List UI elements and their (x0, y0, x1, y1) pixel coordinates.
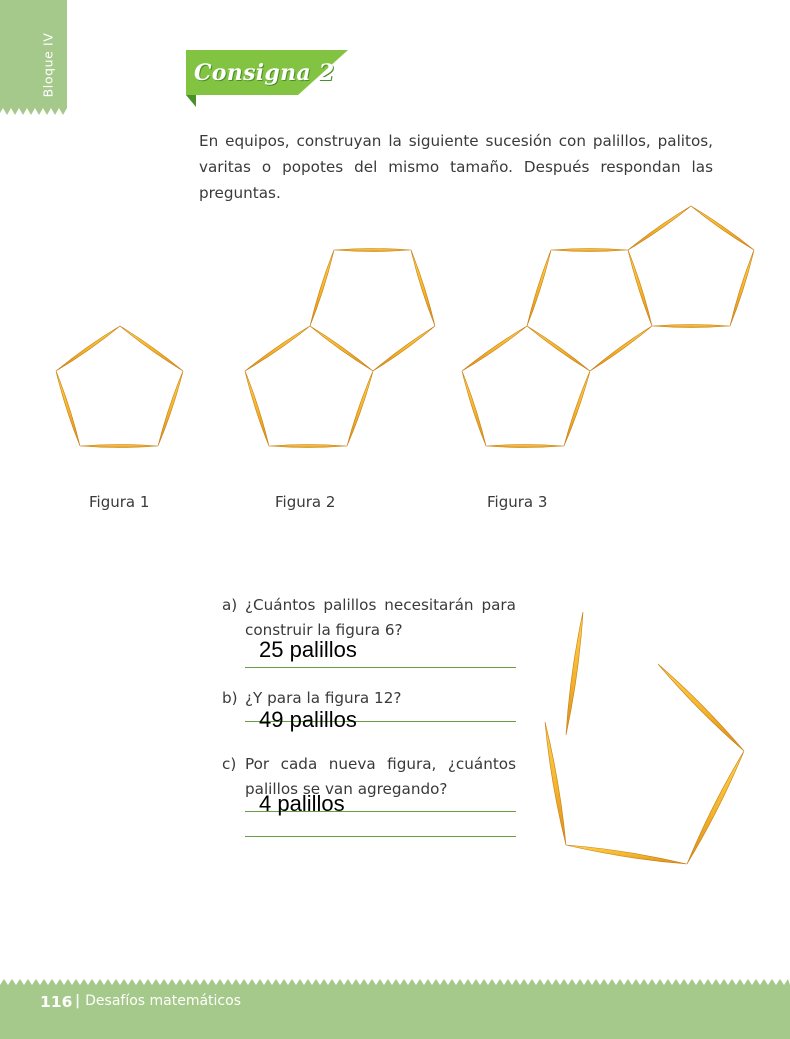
stick (652, 325, 730, 328)
stick (564, 371, 590, 446)
stick (462, 326, 527, 371)
question-text: Por cada nueva figura, ¿cuántos palillos se van agregando? (245, 755, 516, 798)
answer-text: 25 palillos (259, 637, 357, 662)
book-title: Desafíos matemáticos (85, 993, 241, 1009)
stick (56, 371, 80, 446)
question-c (222, 752, 516, 837)
stick (310, 326, 373, 371)
stick (158, 371, 183, 446)
stick (411, 250, 435, 326)
stick (486, 445, 564, 448)
stick (310, 250, 334, 326)
question-text: ¿Cuántos palillos necesitarán para construir la figura 6? (245, 596, 516, 639)
stick (120, 326, 183, 371)
stick (566, 612, 583, 735)
stick (527, 250, 551, 326)
question-letter: a) (222, 596, 238, 614)
stick (56, 326, 120, 371)
stick (628, 250, 652, 326)
stick (545, 722, 566, 845)
question-a (222, 593, 516, 668)
stick (590, 326, 652, 371)
question-text: ¿Y para la figura 12? (245, 689, 402, 707)
answer-field[interactable] (245, 637, 516, 668)
question-b (222, 686, 516, 732)
stick (373, 326, 435, 371)
answer-text: 49 palillos (259, 707, 357, 732)
stick (628, 206, 691, 250)
stick (687, 751, 744, 864)
book-title-wrap: | Desafíos matemáticos (75, 993, 241, 1009)
stick (527, 326, 590, 371)
page-number: 116 (40, 993, 73, 1011)
stick (269, 445, 347, 448)
stick (334, 249, 411, 252)
bloque-label: Bloque IV (40, 32, 56, 98)
question-letter: c) (222, 755, 237, 773)
stick (658, 664, 744, 751)
stick (245, 326, 310, 371)
stick (730, 250, 754, 326)
figure-3-label: Figura 3 (487, 493, 548, 511)
answer-text: 4 palillos (259, 791, 345, 816)
stick (691, 206, 754, 250)
stick (566, 845, 687, 864)
figure-1-label: Figura 1 (89, 493, 150, 511)
questions-section (222, 593, 516, 837)
stick (245, 371, 269, 446)
instructions-text: En equipos, construyan la siguiente sucesión con palillos, palitos, varitas o popotes del mismo tamaño. Después respondan las preguntas. (199, 132, 713, 202)
answer-field[interactable] (245, 791, 516, 816)
stick (551, 249, 628, 252)
figure-2-label: Figura 2 (275, 493, 336, 511)
stick (347, 371, 373, 446)
stick (462, 371, 486, 446)
answer-field[interactable] (245, 707, 516, 732)
consigna-title: Consigna 2 (194, 60, 335, 86)
stick (80, 445, 158, 448)
page-footer (0, 977, 790, 1039)
question-letter: b) (222, 689, 238, 707)
